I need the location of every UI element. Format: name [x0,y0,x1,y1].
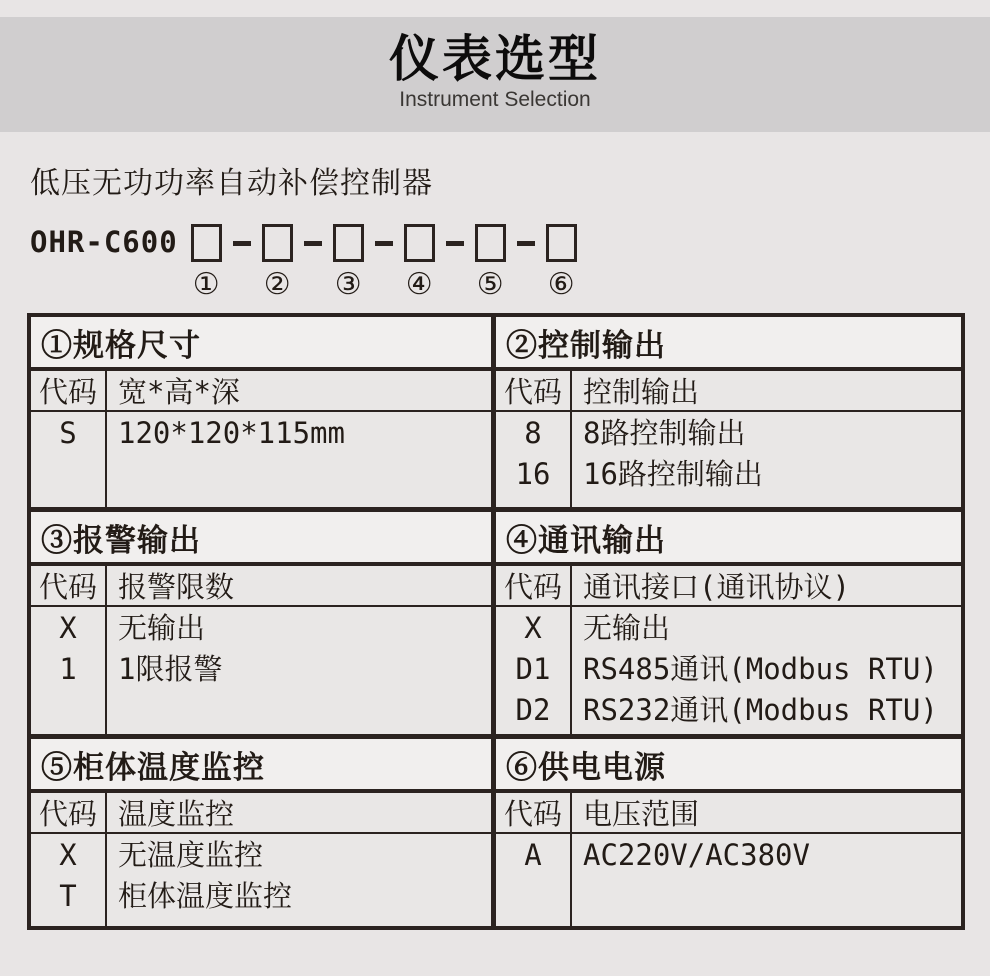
desc-value: 1限报警 [118,652,223,686]
code-column-header: 代码 [31,793,107,832]
desc-column-header: 宽*高*深 [118,375,240,409]
dash-separator [446,241,464,246]
section-header-row [31,371,491,412]
code-values [496,834,572,926]
model-prefix: OHR-C600 [30,225,178,259]
code-value: 8 [524,416,542,450]
desc-column-header: 报警限数 [118,570,235,604]
section-title: ③报警输出 [31,512,491,566]
desc-value: 16路控制输出 [583,457,763,491]
code-value: T [59,879,77,913]
section-body [496,607,961,734]
section-body [31,412,491,507]
position-marker-4: ④ [405,267,433,302]
section-title: ①规格尺寸 [31,317,491,371]
desc-value: RS485通讯(Modbus RTU) [583,652,938,686]
desc-value: 无输出 [118,611,206,645]
section-3 [31,512,496,739]
desc-value: RS232通讯(Modbus RTU) [583,693,938,727]
section-title: ⑥供电电源 [496,739,961,793]
code-box-3 [333,224,364,262]
code-value: D2 [515,693,551,727]
section-6 [496,739,961,926]
desc-column-header: 电压范围 [583,797,700,831]
code-box-5 [475,224,506,262]
code-value: X [59,838,77,872]
code-value: X [524,611,542,645]
code-value: X [59,611,77,645]
model-code-units [191,224,577,301]
code-values [31,412,107,507]
section-header-row [31,793,491,834]
position-marker-3: ③ [334,267,362,302]
desc-values [107,412,491,507]
code-column-header: 代码 [496,566,572,605]
dash-separator [233,241,251,246]
dash-separator [375,241,393,246]
model-code-line [30,224,990,301]
desc-column-header: 控制输出 [583,375,700,409]
section-body [31,607,491,734]
code-values [496,412,572,507]
code-position-5 [475,224,506,301]
section-1 [31,317,496,512]
desc-values [572,607,961,734]
section-title: ⑤柜体温度监控 [31,739,491,793]
desc-values [107,607,491,734]
product-name: 低压无功功率自动补偿控制器 [30,166,433,201]
section-title: ②控制输出 [496,317,961,371]
code-values [31,834,107,926]
desc-value: 无温度监控 [118,838,264,872]
position-marker-2: ② [263,267,291,302]
position-marker-1: ① [192,267,220,302]
code-position-3 [333,224,364,301]
desc-column-header: 通讯接口(通讯协议) [583,570,850,604]
code-column-header: 代码 [31,566,107,605]
code-value: 1 [59,652,77,686]
section-header-row [31,566,491,607]
code-box-6 [546,224,577,262]
section-body [31,834,491,926]
desc-value: 120*120*115mm [118,416,345,450]
code-column-header: 代码 [496,793,572,832]
section-header-row [496,566,961,607]
code-values [31,607,107,734]
position-marker-6: ⑥ [547,267,575,302]
code-position-4 [404,224,435,301]
dash-separator [304,241,322,246]
dash-separator [517,241,535,246]
section-header-row [496,371,961,412]
page-title: 仪表选型 [389,31,601,87]
desc-column-header: 温度监控 [118,797,235,831]
section-5 [31,739,496,926]
section-body [496,412,961,507]
desc-value: AC220V/AC380V [583,838,810,872]
code-value: D1 [515,652,551,686]
code-position-1 [191,224,222,301]
section-4 [496,512,961,739]
section-2 [496,317,961,512]
code-value: S [59,416,77,450]
desc-values [572,834,961,926]
desc-value: 8路控制输出 [583,416,746,450]
desc-values [572,412,961,507]
code-box-2 [262,224,293,262]
code-value: 16 [515,457,551,491]
desc-value: 无输出 [583,611,671,645]
code-value: A [524,838,542,872]
page-header [0,17,990,132]
code-column-header: 代码 [496,371,572,410]
page-subtitle: Instrument Selection [399,88,591,111]
section-body [496,834,961,926]
position-marker-5: ⑤ [476,267,504,302]
code-position-6 [546,224,577,301]
section-header-row [496,793,961,834]
desc-value: 柜体温度监控 [118,879,293,913]
code-column-header: 代码 [31,371,107,410]
code-position-2 [262,224,293,301]
code-values [496,607,572,734]
selection-table [27,313,965,930]
section-title: ④通讯输出 [496,512,961,566]
desc-values [107,834,491,926]
code-box-4 [404,224,435,262]
code-box-1 [191,224,222,262]
